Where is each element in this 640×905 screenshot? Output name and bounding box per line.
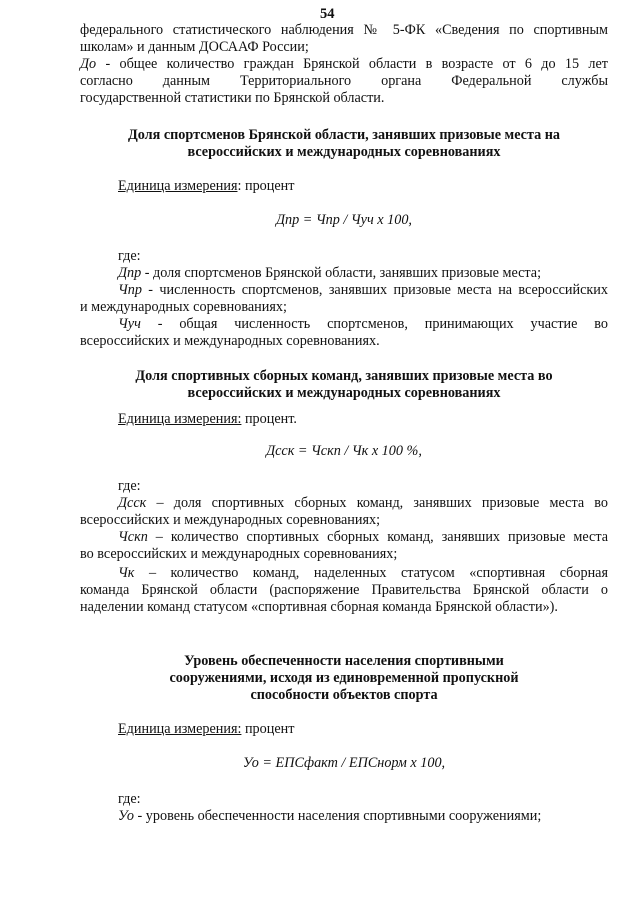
section1-title-line-2: всероссийских и международных соревнованиях: [187, 144, 501, 160]
section2-def-3-cont-2: наделении команд статусом «спортивная сборная команда Брянской области»).: [80, 599, 558, 615]
section2-def-3-cont: команда Брянской области (распоряжение Правительства Брянской области о: [80, 582, 608, 598]
section2-def-1-cont: всероссийских и международных соревнованиях;: [80, 512, 381, 528]
section1-def-1: Дпр - доля спортсменов Брянской области, занявших призовые места;: [118, 265, 542, 281]
section3-def-1: Уо - уровень обеспеченности населения спортивными сооружениями;: [118, 808, 542, 824]
section1-def-3-cont: всероссийских и международных соревнованиях.: [80, 333, 380, 349]
section3-title-line-1: Уровень обеспеченности населения спортивными: [184, 653, 504, 669]
section2-title-line-2: всероссийских и международных соревнованиях: [187, 385, 501, 401]
term: Чк: [118, 565, 135, 581]
section3-unit: Единица измерения: процент: [118, 721, 295, 737]
intro-line-3: До - общее количество граждан Брянской области в возрасте от 6 до 15 лет: [80, 56, 608, 72]
term-do: До: [80, 56, 97, 72]
section2-unit: Единица измерения: процент.: [118, 411, 297, 427]
unit-label: Единица измерения: [118, 178, 238, 194]
intro-line-5: государственной статистики по Брянской области.: [80, 90, 385, 106]
intro-line-2: школам» и данным ДОСААФ России;: [80, 39, 309, 55]
unit-label: Единица измерения:: [118, 411, 242, 427]
intro-line-4: согласно данным Территориального органа Федеральной службы: [80, 73, 608, 89]
section2-def-1: Дсск – доля спортивных сборных команд, занявших призовые места во: [118, 495, 608, 511]
term: Дсск: [118, 495, 147, 511]
section1-unit: Единица измерения: процент: [118, 178, 295, 194]
term: Уо: [118, 808, 134, 824]
unit-label: Единица измерения:: [118, 721, 242, 737]
section3-title-line-3: способности объектов спорта: [250, 687, 438, 703]
section1-where: где:: [118, 248, 141, 264]
term: Чскп: [118, 529, 148, 545]
page-number: 54: [320, 6, 335, 22]
section3-where: где:: [118, 791, 141, 807]
term: Чпр: [118, 282, 142, 298]
section2-title-line-1: Доля спортивных сборных команд, занявших призовые места во: [135, 368, 553, 384]
section1-def-2: Чпр - численность спортсменов, занявших призовые места на всероссийских: [118, 282, 608, 298]
section2-where: где:: [118, 478, 141, 494]
section3-title-line-2: сооружениями, исходя из единовременной пропускной: [169, 670, 519, 686]
intro-line-1: федерального статистического наблюдения № 5-ФК «Сведения по спортивным: [80, 22, 608, 38]
term: Дпр: [118, 265, 142, 281]
term: Чуч: [118, 316, 141, 332]
section2-def-3: Чк – количество команд, наделенных статусом «спортивная сборная: [118, 565, 608, 581]
section2-def-2: Чскп – количество спортивных сборных команд, занявших призовые места: [118, 529, 608, 545]
section1-formula: Дпр = Чпр / Чуч х 100,: [276, 212, 412, 228]
section1-def-2-cont: и международных соревнованиях;: [80, 299, 287, 315]
section2-def-2-cont: во всероссийских и международных соревнованиях;: [80, 546, 398, 562]
section2-formula: Дсск = Чскп / Чк х 100 %,: [266, 443, 422, 459]
section1-def-3: Чуч - общая численность спортсменов, принимающих участие во: [118, 316, 608, 332]
section1-title-line-1: Доля спортсменов Брянской области, занявших призовые места на: [127, 127, 561, 143]
section3-formula: Уо = ЕПСфакт / ЕПСнорм х 100,: [242, 755, 446, 771]
